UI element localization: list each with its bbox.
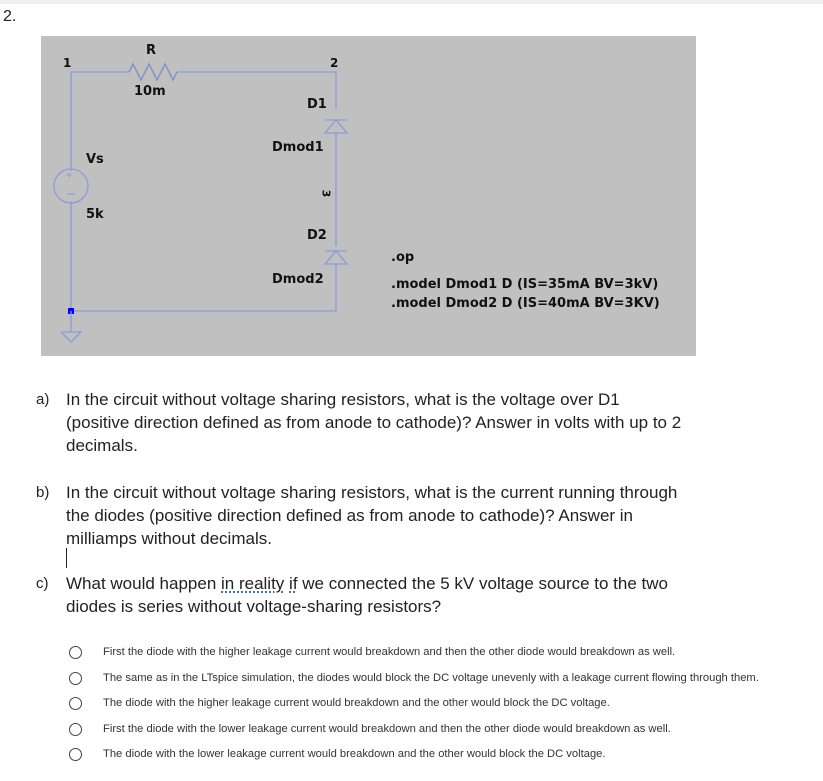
option-label: The same as in the LTspice simulation, the diodes would block the DC voltage unevenly with a leakage current flowing through them. [103,672,759,684]
diode2-model: Dmod2 [272,272,324,287]
svg-text:+: + [65,170,74,181]
spellcheck-underline: if [289,574,298,593]
node-label-3: 3 [319,189,333,198]
spice-model-1: .model Dmod1 D (IS=35mA BV=3kV) [391,277,659,292]
diode-d1-symbol [325,120,347,133]
question-b-line2: the diodes (positive direction defined as from anode to cathode)? Answer in [66,506,634,525]
option-label: First the diode with the higher leakage current would breakdown and then the other diode would breakdown as well. [103,646,676,658]
question-b-line3: milliamps without decimals. [66,529,272,548]
spice-model-2: .model Dmod2 D (IS=40mA BV=3KV) [391,296,660,311]
question-c-line2: diodes is series without voltage-sharing resistors? [66,597,442,616]
spice-directive-op: .op [391,250,415,265]
resistor-name: R [146,43,157,58]
resistor-value: 10m [134,84,166,99]
option-label: The diode with the lower leakage current would breakdown and the other would block the DC voltage. [103,748,606,760]
node-label-1: 1 [63,56,72,70]
diode2-name: D2 [307,228,327,243]
option-1[interactable] [69,641,675,663]
radio-button[interactable] [69,672,82,685]
radio-button[interactable] [69,723,82,736]
question-c-marker: c) [36,575,49,592]
radio-button[interactable] [69,697,82,710]
text-cursor [66,548,67,568]
spellcheck-underline: in reality [221,574,285,593]
circuit-schematic [41,36,696,356]
question-c-line1: What would happen in reality if we connected the 5 kV voltage source to the two [66,574,668,593]
diode1-model: Dmod1 [272,140,324,155]
source-name: Vs [86,152,104,167]
option-label: The diode with the higher leakage current would breakdown and the other would block the DC voltage. [103,697,610,709]
source-value: 5k [86,207,104,222]
question-number: 2. [3,8,17,25]
question-b [36,481,796,553]
radio-button[interactable] [69,748,82,761]
diode-d2-symbol [325,251,347,264]
question-a-line1: In the circuit without voltage sharing resistors, what is the voltage over D1 [66,390,620,409]
option-4[interactable] [69,718,671,740]
diode1-name: D1 [307,97,327,112]
radio-button[interactable] [69,646,82,659]
question-b-marker: b) [36,484,50,501]
question-b-line1: In the circuit without voltage sharing resistors, what is the current running through [66,483,678,502]
option-3[interactable] [69,692,610,714]
resistor-symbol [129,64,177,80]
node-label-2: 2 [330,56,339,70]
question-c [36,572,796,620]
option-2[interactable] [69,667,759,689]
question-a-marker: a) [36,391,50,408]
question-a [36,388,796,460]
top-divider [0,0,823,4]
question-a-line2: (positive direction defined as from anode to cathode)? Answer in volts with up to 2 [66,413,682,432]
option-5[interactable] [69,743,606,765]
option-label: First the diode with the lower leakage current would breakdown and then the other diode would breakdown as well. [103,723,671,735]
question-a-line3: decimals. [66,436,138,455]
ground-symbol [61,311,81,342]
